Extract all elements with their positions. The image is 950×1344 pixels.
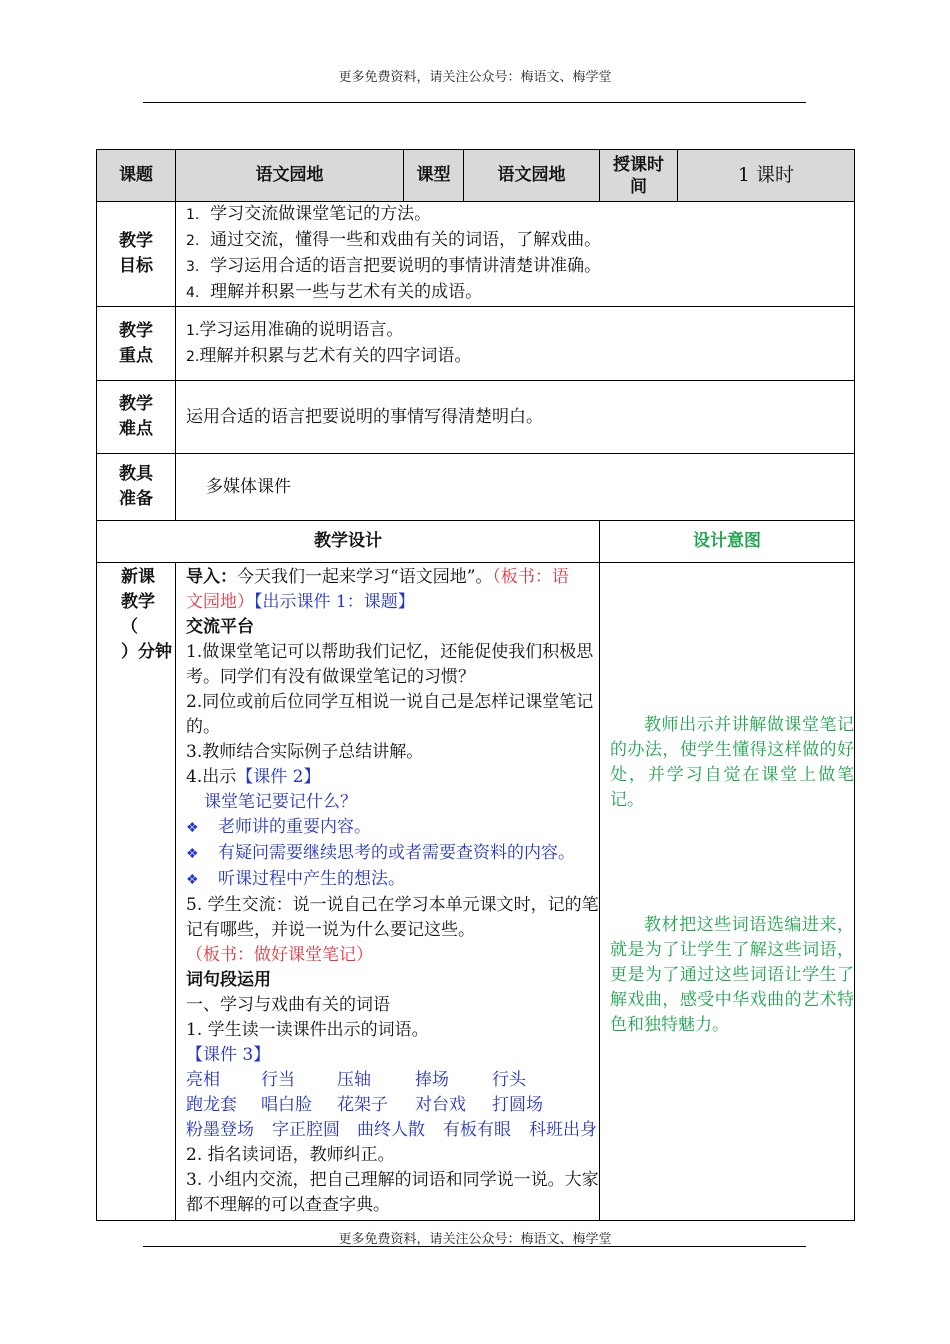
new-lesson-row [97, 563, 855, 1221]
type-value: 语文园地 [464, 150, 600, 202]
new-lesson-label: 新课 教学 （ ）分钟 [97, 563, 176, 1221]
page-header-text: 更多免费资料，请关注公众号：梅语文、梅学堂 [338, 70, 612, 85]
topic-label: 课题 [97, 150, 176, 202]
lesson-plan-table [96, 149, 855, 1221]
new-lesson-content: 导入：今天我们一起来学习“语文园地”。（板书：语 文园地）【出示课件 1：课题】 交流平台 1.做课堂笔记可以帮助我们记忆，还能促使我们积极思 考。同学们有没有做课堂笔记的习惯？ 2.同位或前后位同学互相说一说自己是怎样记课堂笔记 的。 3.教师结合实际例子总结讲解。 4.出示【课件 2】 课堂笔记要记什么？ ❖ 老师讲的重要内容。 ❖ 有疑问需要继续思考的或者需要查资料的内容。 ❖ 听课过程中产生的想法。 5. 学生交流：说一说自己在学习本单元课文时，记的笔 记有哪些，并说一说为什么要记这些。 （板书：做好课堂笔记） 词句段运用 一、学习与戏曲有关的词语 1. 学生读一读课件出示的词语。 【课件 3】 亮相 行当 压轴 捧场 行头 跑龙套 唱白脸 花架子 对台戏 打圆场 粉墨登场 字正腔圆 曲终人散 有板有眼 科班出身 2. 指名读词语，教师纠正。 3. 小组内交流，把自己理解的词语和同学说一说。大家 都不理解的可以查查字典。 [176, 563, 600, 1221]
design-header-left: 教学设计 [97, 521, 600, 563]
tools-row [97, 454, 855, 521]
section-title: 词句段运用 [186, 970, 271, 990]
bullet-item: ❖ 有疑问需要继续思考的或者需要查资料的内容。 [186, 841, 597, 867]
key-point-item: 1.学习运用准确的说明语言。 [186, 319, 404, 340]
objectives-content [176, 202, 855, 307]
section-title: 交流平台 [186, 617, 254, 637]
time-label: 授课时间 [600, 150, 678, 202]
objectives-label: 教学目标 [97, 202, 176, 307]
intent-paragraph: 教师出示并讲解做课堂笔记的办法，使学生懂得这样做的好处，并学习自觉在课堂上做笔记。 [610, 715, 854, 810]
topic-value: 语文园地 [176, 150, 404, 202]
design-header-row [97, 521, 855, 563]
difficulty-row [97, 381, 855, 454]
objective-item: 2. 通过交流，懂得一些和戏曲有关的词语，了解戏曲。 [186, 230, 602, 250]
key-points-label: 教学重点 [97, 307, 176, 381]
tools-label: 教具准备 [97, 454, 176, 521]
bullet-item: ❖ 老师讲的重要内容。 [186, 815, 597, 841]
objective-item: 4. 理解并积累一些与艺术有关的成语。 [186, 282, 483, 302]
design-header-right: 设计意图 [600, 521, 855, 563]
word-row: 粉墨登场 字正腔圆 曲终人散 有板有眼 科班出身 [186, 1120, 597, 1140]
bullet-item: ❖ 听课过程中产生的想法。 [186, 867, 597, 893]
tools-text: 多媒体课件 [176, 454, 855, 521]
footer-divider [143, 1246, 806, 1247]
diamond-bullet-icon: ❖ [186, 820, 199, 836]
design-intent-content [600, 563, 855, 1221]
key-point-item: 2.理解并积累与艺术有关的四字词语。 [186, 345, 472, 366]
info-row [97, 150, 855, 202]
objectives-row [97, 202, 855, 307]
key-points-row [97, 307, 855, 381]
objective-item: 1. 学习交流做课堂笔记的方法。 [186, 204, 432, 224]
difficulty-text: 运用合适的语言把要说明的事情写得清楚明白。 [176, 381, 855, 454]
word-row: 亮相 行当 压轴 捧场 行头 [186, 1070, 526, 1090]
diamond-bullet-icon: ❖ [186, 846, 199, 862]
intent-paragraph: 教材把这些词语选编进来，就是为了让学生了解这些词语，更是为了通过这些词语让学生了解戏曲，感受中华戏曲的艺术特色和独特魅力。 [610, 915, 854, 1035]
page-footer-text: 更多免费资料，请关注公众号：梅语文、梅学堂 [338, 1232, 612, 1247]
diamond-bullet-icon: ❖ [186, 872, 199, 888]
objective-item: 3. 学习运用合适的语言把要说明的事情讲清楚讲准确。 [186, 256, 602, 276]
time-value: 1 课时 [678, 150, 855, 202]
type-label: 课型 [404, 150, 464, 202]
header-divider [143, 102, 806, 103]
difficulty-label: 教学难点 [97, 381, 176, 454]
key-points-content [176, 307, 855, 381]
word-row: 跑龙套 唱白脸 花架子 对台戏 打圆场 [186, 1095, 543, 1115]
